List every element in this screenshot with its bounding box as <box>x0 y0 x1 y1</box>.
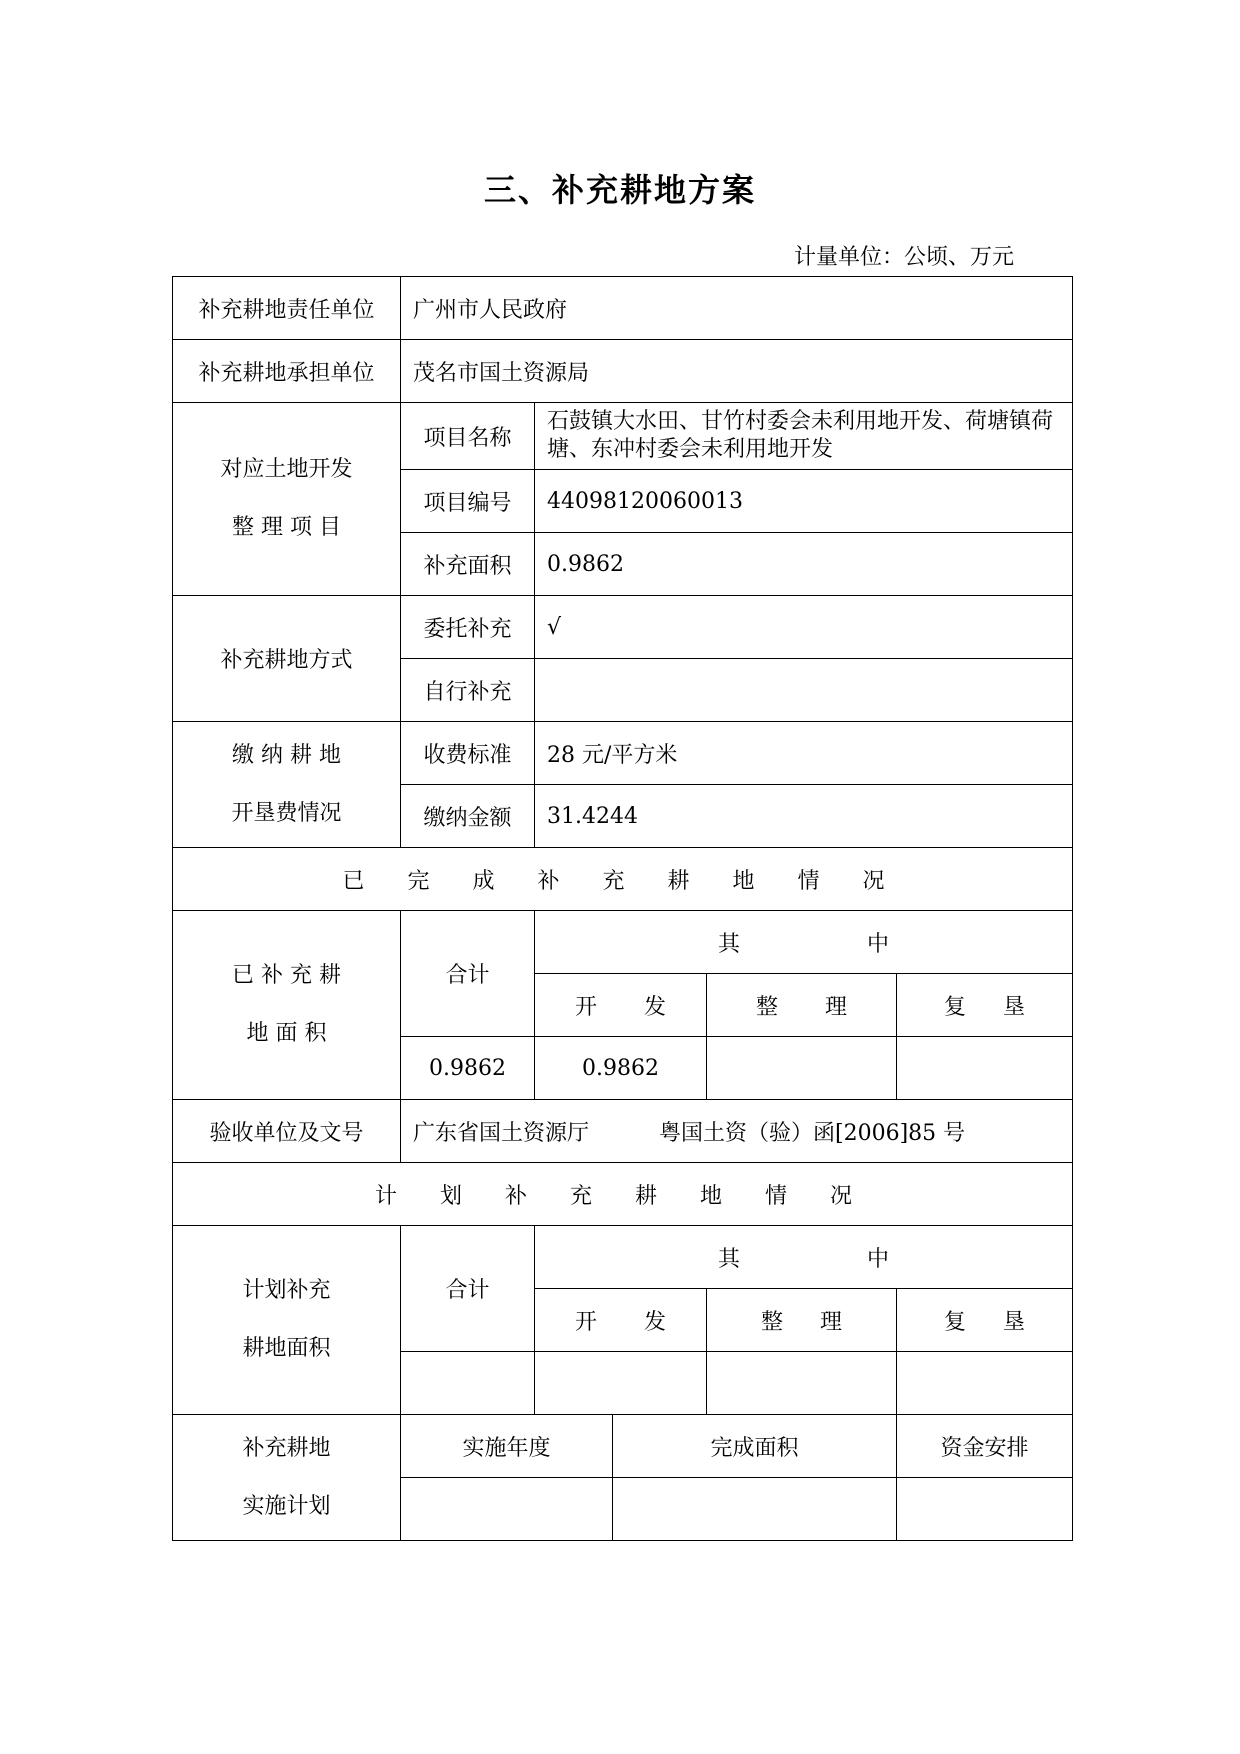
completed-arrange-label: 整 理 <box>707 974 897 1037</box>
project-area-label: 补充面积 <box>401 533 535 596</box>
undertaker-value: 茂名市国土资源局 <box>401 340 1073 403</box>
acceptance-label: 验收单位及文号 <box>173 1100 401 1163</box>
planned-total-label: 合计 <box>401 1226 535 1352</box>
project-name-value: 石鼓镇大水田、甘竹村委会未利用地开发、荷塘镇荷塘、东冲村委会未利用地开发 <box>535 403 1073 470</box>
planned-group-label-line-1: 计划补充 <box>242 1278 331 1303</box>
table-row <box>173 848 1073 911</box>
acceptance-doc-no: 粤国土资（验）函[2006]85 号 <box>659 1120 966 1146</box>
responsible-value: 广州市人民政府 <box>401 277 1073 340</box>
fee-amount-label: 缴纳金额 <box>401 785 535 848</box>
planned-group-label-line-2: 耕地面积 <box>242 1336 331 1361</box>
implementation-group-label <box>173 1415 401 1541</box>
fee-standard-label: 收费标准 <box>401 722 535 785</box>
completed-dev-value: 0.9862 <box>535 1037 707 1100</box>
page-title: 三、补充耕地方案 <box>483 171 756 209</box>
completed-group-label <box>173 911 401 1100</box>
planned-total-value <box>401 1352 535 1415</box>
planned-reclaim-label: 复 垦 <box>897 1289 1073 1352</box>
completed-reclaim-value <box>897 1037 1073 1100</box>
project-area-value: 0.9862 <box>535 533 1073 596</box>
farmland-plan-table <box>172 276 1073 1541</box>
method-group-label: 补充耕地方式 <box>173 596 401 722</box>
fee-group-label <box>173 722 401 848</box>
completed-total-label: 合计 <box>401 911 535 1037</box>
implementation-area-value <box>613 1478 897 1541</box>
planned-among-label: 其 中 <box>535 1226 1073 1289</box>
planned-dev-label: 开 发 <box>535 1289 707 1352</box>
table-row <box>173 403 1073 470</box>
fee-group-label-line-1: 缴 纳 耕 地 <box>232 742 341 768</box>
undertaker-label: 补充耕地承担单位 <box>173 340 401 403</box>
entrusted-label: 委托补充 <box>401 596 535 659</box>
implementation-fund-value <box>897 1478 1073 1541</box>
completed-group-label-line-1: 已 补 充 耕 <box>232 963 341 988</box>
implementation-year-value <box>401 1478 613 1541</box>
fee-standard-value: 28 元/平方米 <box>535 722 1073 785</box>
table-row <box>173 277 1073 340</box>
table-row <box>173 596 1073 659</box>
planned-dev-value <box>535 1352 707 1415</box>
table-row <box>173 1163 1073 1226</box>
project-code-label: 项目编号 <box>401 470 535 533</box>
responsible-label: 补充耕地责任单位 <box>173 277 401 340</box>
implementation-area-label: 完成面积 <box>613 1415 897 1478</box>
planned-reclaim-value <box>897 1352 1073 1415</box>
planned-arrange-value <box>707 1352 897 1415</box>
table-row <box>173 722 1073 785</box>
self-label: 自行补充 <box>401 659 535 722</box>
planned-group-label <box>173 1226 401 1415</box>
fee-group-label-line-2: 开垦费情况 <box>231 800 342 826</box>
completed-group-label-line-2: 地 面 积 <box>246 1021 327 1046</box>
acceptance-unit: 广东省国土资源厅 <box>413 1120 590 1146</box>
table-row <box>173 1415 1073 1478</box>
completed-arrange-value <box>707 1037 897 1100</box>
planned-arrange-label: 整 理 <box>707 1289 897 1352</box>
implementation-group-label-line-2: 实施计划 <box>242 1493 331 1519</box>
acceptance-value <box>401 1100 1073 1163</box>
completed-reclaim-label: 复 垦 <box>897 974 1073 1037</box>
project-group-label-line-2: 整 理 项 目 <box>232 515 341 540</box>
entrusted-check: √ <box>535 596 1073 659</box>
completed-among-label: 其 中 <box>535 911 1073 974</box>
table-row <box>173 911 1073 974</box>
unit-note: 计量单位：公顷、万元 <box>793 245 1014 270</box>
table-row <box>173 1226 1073 1289</box>
planned-section-title: 计 划 补 充 耕 地 情 况 <box>173 1163 1073 1226</box>
table-row <box>173 1100 1073 1163</box>
table-row <box>173 340 1073 403</box>
fee-amount-value: 31.4244 <box>535 785 1073 848</box>
project-group-label <box>173 403 401 596</box>
completed-section-title: 已 完 成 补 充 耕 地 情 况 <box>173 848 1073 911</box>
self-check <box>535 659 1073 722</box>
implementation-fund-label: 资金安排 <box>897 1415 1073 1478</box>
project-code-value: 44098120060013 <box>535 470 1073 533</box>
project-name-label: 项目名称 <box>401 403 535 470</box>
project-group-label-line-1: 对应土地开发 <box>220 457 353 482</box>
completed-total-value: 0.9862 <box>401 1037 535 1100</box>
completed-dev-label: 开 发 <box>535 974 707 1037</box>
implementation-year-label: 实施年度 <box>401 1415 613 1478</box>
implementation-group-label-line-1: 补充耕地 <box>242 1435 331 1461</box>
